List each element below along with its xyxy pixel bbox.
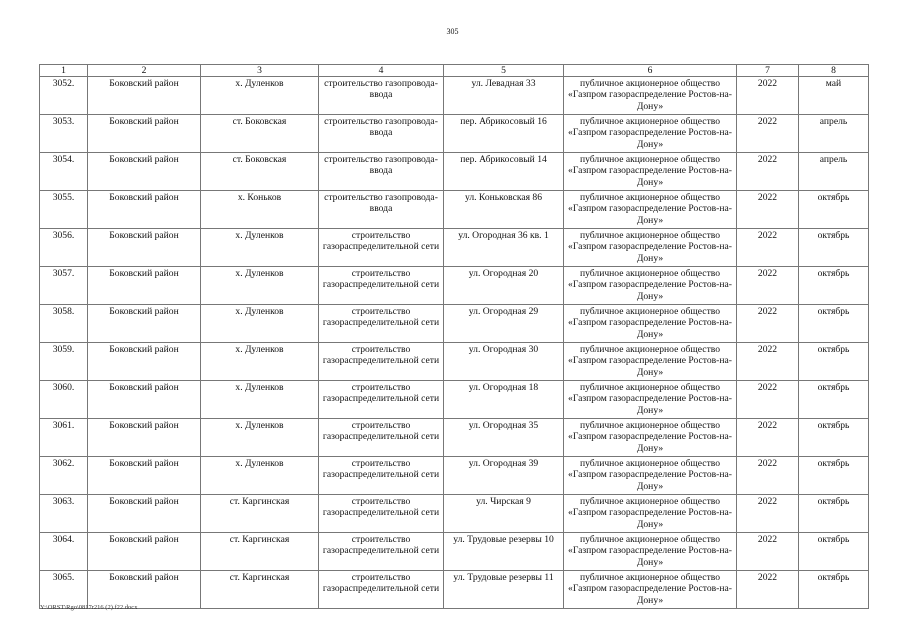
district-cell: Боковский район	[88, 115, 201, 153]
district-cell: Боковский район	[88, 229, 201, 267]
organization-cell: публичное акционерное общество «Газпром газораспределение Ростов-на-Дону»	[564, 191, 737, 229]
year-cell: 2022	[737, 495, 799, 533]
organization-cell: публичное акционерное общество «Газпром газораспределение Ростов-на-Дону»	[564, 533, 737, 571]
table-row	[40, 229, 869, 267]
page-number: 305	[446, 27, 459, 36]
table-row	[40, 533, 869, 571]
district-cell: Боковский район	[88, 419, 201, 457]
work-type-cell: строительство газораспределительной сети	[319, 533, 444, 571]
settlement-cell: х. Дуленков	[201, 343, 319, 381]
work-type-cell: строительство газораспределительной сети	[319, 419, 444, 457]
month-cell: октябрь	[799, 305, 869, 343]
organization-cell: публичное акционерное общество «Газпром газораспределение Ростов-на-Дону»	[564, 419, 737, 457]
table-header-row	[40, 65, 869, 77]
organization-cell: публичное акционерное общество «Газпром газораспределение Ростов-на-Дону»	[564, 571, 737, 609]
district-cell: Боковский район	[88, 191, 201, 229]
row-number-cell: 3058.	[40, 305, 88, 343]
work-type-cell: строительство газопровода-ввода	[319, 77, 444, 115]
work-type-cell: строительство газораспределительной сети	[319, 267, 444, 305]
year-cell: 2022	[737, 533, 799, 571]
row-number-cell: 3059.	[40, 343, 88, 381]
district-cell: Боковский район	[88, 153, 201, 191]
year-cell: 2022	[737, 343, 799, 381]
month-cell: октябрь	[799, 495, 869, 533]
organization-cell: публичное акционерное общество «Газпром газораспределение Ростов-на-Дону»	[564, 229, 737, 267]
district-cell: Боковский район	[88, 457, 201, 495]
table-row	[40, 267, 869, 305]
work-type-cell: строительство газопровода-ввода	[319, 115, 444, 153]
district-cell: Боковский район	[88, 77, 201, 115]
organization-cell: публичное акционерное общество «Газпром газораспределение Ростов-на-Дону»	[564, 457, 737, 495]
column-header: 2	[88, 65, 201, 77]
row-number-cell: 3054.	[40, 153, 88, 191]
address-cell: пер. Абрикосовый 14	[444, 153, 564, 191]
organization-cell: публичное акционерное общество «Газпром газораспределение Ростов-на-Дону»	[564, 343, 737, 381]
row-number-cell: 3057.	[40, 267, 88, 305]
column-header: 1	[40, 65, 88, 77]
work-type-cell: строительство газопровода-ввода	[319, 191, 444, 229]
row-number-cell: 3062.	[40, 457, 88, 495]
settlement-cell: ст. Каргинская	[201, 533, 319, 571]
month-cell: октябрь	[799, 419, 869, 457]
year-cell: 2022	[737, 305, 799, 343]
month-cell: октябрь	[799, 229, 869, 267]
year-cell: 2022	[737, 571, 799, 609]
district-cell: Боковский район	[88, 381, 201, 419]
table-row	[40, 419, 869, 457]
row-number-cell: 3063.	[40, 495, 88, 533]
work-type-cell: строительство газораспределительной сети	[319, 457, 444, 495]
settlement-cell: ст. Каргинская	[201, 495, 319, 533]
data-table	[39, 64, 869, 609]
row-number-cell: 3065.	[40, 571, 88, 609]
settlement-cell: х. Коньков	[201, 191, 319, 229]
settlement-cell: х. Дуленков	[201, 77, 319, 115]
address-cell: ул. Трудовые резервы 10	[444, 533, 564, 571]
table-row	[40, 495, 869, 533]
table-row	[40, 153, 869, 191]
table-row	[40, 571, 869, 609]
work-type-cell: строительство газораспределительной сети	[319, 305, 444, 343]
column-header: 8	[799, 65, 869, 77]
month-cell: май	[799, 77, 869, 115]
year-cell: 2022	[737, 457, 799, 495]
address-cell: ул. Огородная 35	[444, 419, 564, 457]
month-cell: апрель	[799, 115, 869, 153]
district-cell: Боковский район	[88, 495, 201, 533]
column-header: 6	[564, 65, 737, 77]
district-cell: Боковский район	[88, 267, 201, 305]
year-cell: 2022	[737, 115, 799, 153]
row-number-cell: 3060.	[40, 381, 88, 419]
year-cell: 2022	[737, 419, 799, 457]
table-row	[40, 343, 869, 381]
district-cell: Боковский район	[88, 343, 201, 381]
work-type-cell: строительство газораспределительной сети	[319, 343, 444, 381]
month-cell: октябрь	[799, 533, 869, 571]
column-header: 3	[201, 65, 319, 77]
address-cell: ул. Огородная 18	[444, 381, 564, 419]
table-row	[40, 381, 869, 419]
address-cell: пер. Абрикосовый 16	[444, 115, 564, 153]
address-cell: ул. Огородная 20	[444, 267, 564, 305]
month-cell: октябрь	[799, 457, 869, 495]
address-cell: ул. Левадная 33	[444, 77, 564, 115]
year-cell: 2022	[737, 191, 799, 229]
settlement-cell: ст. Боковская	[201, 153, 319, 191]
row-number-cell: 3056.	[40, 229, 88, 267]
settlement-cell: х. Дуленков	[201, 419, 319, 457]
month-cell: октябрь	[799, 571, 869, 609]
table-row	[40, 191, 869, 229]
organization-cell: публичное акционерное общество «Газпром газораспределение Ростов-на-Дону»	[564, 267, 737, 305]
column-header: 4	[319, 65, 444, 77]
work-type-cell: строительство газораспределительной сети	[319, 495, 444, 533]
organization-cell: публичное акционерное общество «Газпром газораспределение Ростов-на-Дону»	[564, 495, 737, 533]
address-cell: ул. Огородная 29	[444, 305, 564, 343]
table-body	[40, 77, 869, 609]
table-row	[40, 457, 869, 495]
column-header: 5	[444, 65, 564, 77]
work-type-cell: строительство газораспределительной сети	[319, 571, 444, 609]
organization-cell: публичное акционерное общество «Газпром газораспределение Ростов-на-Дону»	[564, 77, 737, 115]
address-cell: ул. Огородная 39	[444, 457, 564, 495]
district-cell: Боковский район	[88, 571, 201, 609]
district-cell: Боковский район	[88, 305, 201, 343]
row-number-cell: 3061.	[40, 419, 88, 457]
address-cell: ул. Огородная 30	[444, 343, 564, 381]
year-cell: 2022	[737, 381, 799, 419]
work-type-cell: строительство газораспределительной сети	[319, 381, 444, 419]
district-cell: Боковский район	[88, 533, 201, 571]
settlement-cell: х. Дуленков	[201, 229, 319, 267]
table-row	[40, 77, 869, 115]
settlement-cell: ст. Каргинская	[201, 571, 319, 609]
row-number-cell: 3064.	[40, 533, 88, 571]
organization-cell: публичное акционерное общество «Газпром газораспределение Ростов-на-Дону»	[564, 381, 737, 419]
organization-cell: публичное акционерное общество «Газпром газораспределение Ростов-на-Дону»	[564, 153, 737, 191]
year-cell: 2022	[737, 267, 799, 305]
month-cell: апрель	[799, 153, 869, 191]
month-cell: октябрь	[799, 381, 869, 419]
column-header: 7	[737, 65, 799, 77]
settlement-cell: х. Дуленков	[201, 381, 319, 419]
settlement-cell: х. Дуленков	[201, 305, 319, 343]
row-number-cell: 3052.	[40, 77, 88, 115]
table-row	[40, 305, 869, 343]
month-cell: октябрь	[799, 343, 869, 381]
settlement-cell: ст. Боковская	[201, 115, 319, 153]
organization-cell: публичное акционерное общество «Газпром газораспределение Ростов-на-Дону»	[564, 115, 737, 153]
settlement-cell: х. Дуленков	[201, 267, 319, 305]
work-type-cell: строительство газораспределительной сети	[319, 229, 444, 267]
address-cell: ул. Коньковская 86	[444, 191, 564, 229]
address-cell: ул. Огородная 36 кв. 1	[444, 229, 564, 267]
table-row	[40, 115, 869, 153]
settlement-cell: х. Дуленков	[201, 457, 319, 495]
address-cell: ул. Чирская 9	[444, 495, 564, 533]
row-number-cell: 3053.	[40, 115, 88, 153]
row-number-cell: 3055.	[40, 191, 88, 229]
year-cell: 2022	[737, 77, 799, 115]
footer-file-path: Y:\ORST\Rgo\0817r216 (2).f22.docx	[40, 604, 138, 611]
month-cell: октябрь	[799, 191, 869, 229]
year-cell: 2022	[737, 229, 799, 267]
month-cell: октябрь	[799, 267, 869, 305]
year-cell: 2022	[737, 153, 799, 191]
organization-cell: публичное акционерное общество «Газпром газораспределение Ростов-на-Дону»	[564, 305, 737, 343]
work-type-cell: строительство газопровода-ввода	[319, 153, 444, 191]
address-cell: ул. Трудовые резервы 11	[444, 571, 564, 609]
